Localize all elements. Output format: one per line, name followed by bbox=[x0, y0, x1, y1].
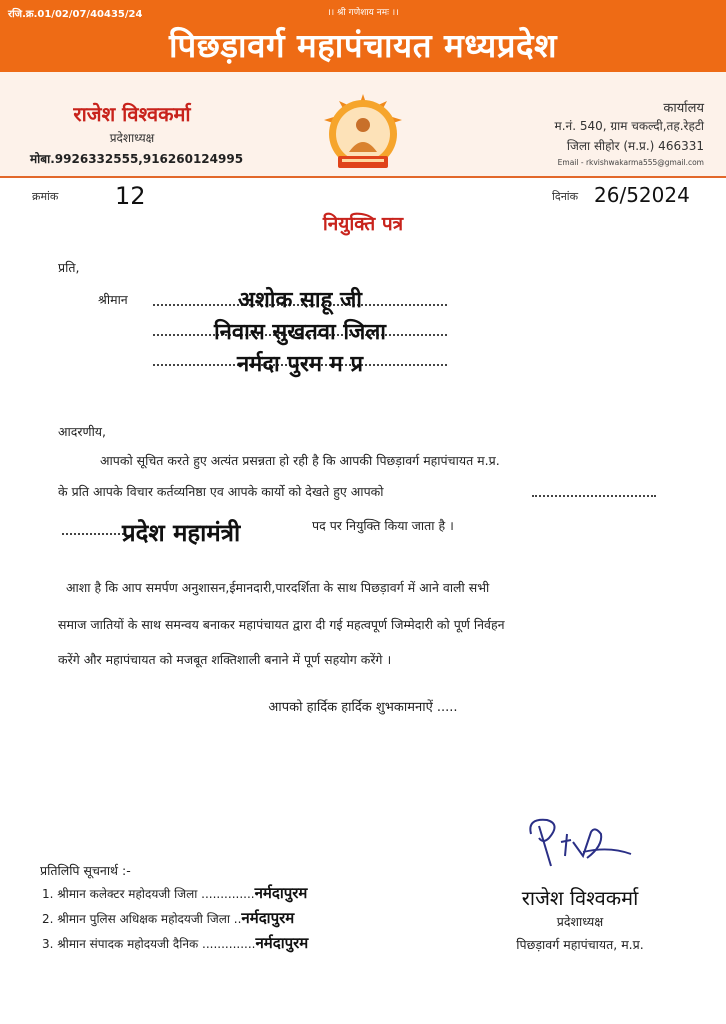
salutation: आदरणीय, bbox=[58, 424, 107, 439]
document-heading: नियुक्ति पत्र bbox=[322, 213, 404, 235]
signatory-name: राजेश विश्वकर्मा bbox=[521, 886, 639, 910]
appointed-post: प्रदेश महामंत्री bbox=[122, 519, 241, 547]
paragraph-line: करेंगे और महापंचायत को मजबूत शक्तिशाली बनाने में पूर्ण सहयोग करेंगे । bbox=[58, 652, 392, 667]
greeting-line: आपको हार्दिक हार्दिक शुभकामनाऐं ..... bbox=[268, 700, 458, 715]
office-address-line2: जिला सीहोर (म.प्र.) 466331 bbox=[566, 139, 704, 153]
cc-item-value: नर्मदापुरम bbox=[241, 909, 295, 927]
cc-item-value: नर्मदापुरम bbox=[255, 934, 309, 952]
paragraph-line: आपको सूचित करते हुए अत्यंत प्रसन्नता हो रही है कि आपकी पिछड़ावर्ग महापंचायत म.प्र. bbox=[100, 453, 500, 468]
blank-dotted-line bbox=[532, 485, 656, 497]
paragraph-line: के प्रति आपके विचार कर्तव्यनिष्ठा एव आपके कार्यो को देखते हुए आपको bbox=[58, 484, 384, 499]
date-label: दिनांक bbox=[552, 190, 579, 203]
date-value: 26/52024 bbox=[594, 183, 690, 207]
recipient-address-line2: नर्मदा पुरम म प्र bbox=[236, 352, 364, 377]
recipient-name: अशोक साहू जी bbox=[238, 288, 362, 313]
cc-heading: प्रतिलिपि सूचनार्थ :- bbox=[40, 863, 131, 878]
signatory-title: प्रदेशाध्यक्ष bbox=[556, 914, 604, 929]
letterhead-divider bbox=[0, 176, 726, 178]
signatory-organization: पिछड़ावर्ग महापंचायत, म.प्र. bbox=[516, 937, 644, 952]
paragraph-line: आशा है कि आप समर्पण अनुशासन,ईमानदारी,पारदर्शिता के साथ पिछड़ावर्ग में आने वाली सभी bbox=[66, 580, 490, 595]
cc-item bbox=[42, 908, 294, 928]
organization-title: पिछड़ावर्ग महापंचायत मध्यप्रदेश bbox=[168, 26, 558, 65]
cc-item-label: 1. श्रीमान कलेक्टर महोदयजी जिला .............. bbox=[42, 887, 255, 901]
reference-number-value: 12 bbox=[115, 182, 146, 210]
registration-number: रजि.क्र.01/02/07/40435/24 bbox=[8, 9, 143, 20]
cc-item-label: 3. श्रीमान संपादक महोदयजी दैनिक .............. bbox=[42, 937, 256, 951]
post-suffix: पद पर नियुक्ति किया जाता है । bbox=[312, 518, 454, 533]
to-label: प्रति, bbox=[58, 260, 80, 275]
president-phone: मोबा.9926332555,916260124995 bbox=[30, 152, 244, 166]
org-emblem-icon bbox=[318, 92, 408, 176]
handwritten-signature bbox=[517, 812, 635, 874]
president-name: राजेश विश्वकर्मा bbox=[73, 102, 191, 126]
office-email: Email - rkvishwakarma555@gmail.com bbox=[557, 158, 704, 167]
office-address-line1: म.नं. 540, ग्राम चकल्दी,तह.रेहटी bbox=[554, 119, 704, 133]
cc-item-value: नर्मदापुरम bbox=[254, 884, 308, 902]
recipient-address-line1: निवास सुखतवा जिला bbox=[213, 320, 386, 345]
office-label: कार्यालय bbox=[663, 101, 704, 116]
president-title: प्रदेशाध्यक्ष bbox=[109, 131, 155, 145]
reference-number-label: क्रमांक bbox=[32, 190, 59, 203]
blank-dotted-line bbox=[62, 523, 124, 535]
cc-item-label: 2. श्रीमान पुलिस अधिक्षक महोदयजी जिला .. bbox=[42, 912, 242, 926]
paragraph-line: समाज जातियों के साथ समन्वय बनाकर महापंचायत द्वारा दी गई महत्वपूर्ण जिम्मेदारी को पूर्ण निर्वहन bbox=[58, 617, 505, 632]
cc-item bbox=[42, 933, 308, 953]
honorific-label: श्रीमान bbox=[98, 292, 128, 307]
invocation-text: ।। श्री गणेशाय नमः ।। bbox=[327, 8, 399, 18]
cc-item bbox=[42, 883, 307, 903]
